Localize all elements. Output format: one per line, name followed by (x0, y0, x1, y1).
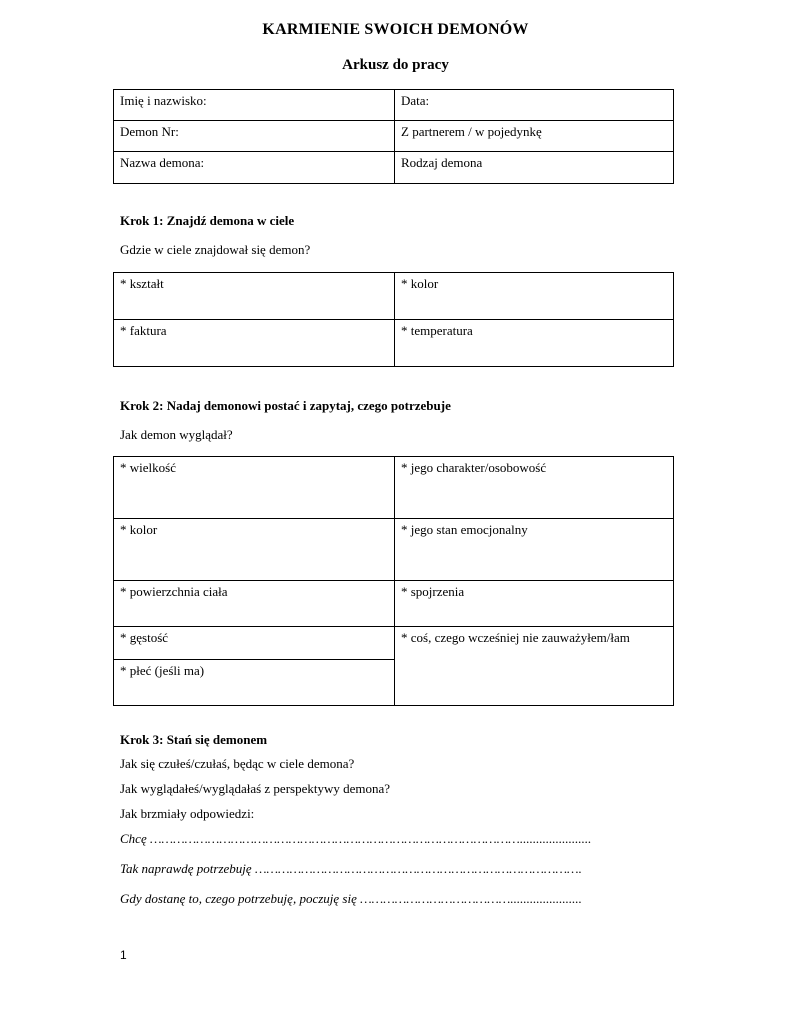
temperature-cell: * temperatura (395, 320, 674, 367)
page-number: 1 (120, 948, 127, 962)
step3-line-3: Jak brzmiały odpowiedzi: (120, 806, 255, 821)
name-field: Imię i nazwisko: (114, 90, 395, 121)
unnoticed-cell: * coś, czego wcześniej nie zauważyłem/łam (395, 627, 674, 706)
document-subtitle: Arkusz do pracy (342, 57, 449, 73)
density-cell: * gęstość (114, 627, 395, 660)
step3-heading: Krok 3: Stań się demonem (120, 732, 268, 747)
step1-table (113, 272, 674, 367)
feel-prompt: Gdy dostanę to, czego potrzebuję, poczuję się …………………………………...................... (120, 891, 582, 906)
gender-cell: * płeć (jeśli ma) (114, 660, 395, 706)
demon-number-field: Demon Nr: (114, 121, 395, 152)
step2-table (113, 456, 674, 706)
step3-line-2: Jak wyglądałeś/wyglądałaś z perspektywy demona? (120, 781, 391, 796)
want-prompt: Chcę ……………………………………………………………………………………...................... (120, 831, 592, 846)
color-cell: * kolor (395, 273, 674, 320)
size-cell: * wielkość (114, 457, 395, 519)
body-surface-cell: * powierzchnia ciała (114, 581, 395, 627)
date-field: Data: (395, 90, 674, 121)
step3-line-1: Jak się czułeś/czułaś, będąc w ciele demona? (120, 756, 355, 771)
texture-cell: * faktura (114, 320, 395, 367)
info-table (113, 89, 674, 184)
step2-question: Jak demon wyglądał? (120, 427, 233, 442)
color-cell: * kolor (114, 519, 395, 581)
character-cell: * jego charakter/osobowość (395, 457, 674, 519)
partner-field: Z partnerem / w pojedynkę (395, 121, 674, 152)
demon-type-field: Rodzaj demona (395, 152, 674, 184)
gaze-cell: * spojrzenia (395, 581, 674, 627)
need-prompt: Tak naprawdę potrzebuję …………………………………………………………………………. (120, 861, 582, 876)
document-title: KARMIENIE SWOICH DEMONÓW (262, 21, 529, 38)
step1-heading: Krok 1: Znajdź demona w ciele (120, 213, 295, 228)
emotional-state-cell: * jego stan emocjonalny (395, 519, 674, 581)
demon-name-field: Nazwa demona: (114, 152, 395, 184)
shape-cell: * kształt (114, 273, 395, 320)
step1-question: Gdzie w ciele znajdował się demon? (120, 242, 311, 257)
step2-heading: Krok 2: Nadaj demonowi postać i zapytaj, czego potrzebuje (120, 398, 451, 413)
